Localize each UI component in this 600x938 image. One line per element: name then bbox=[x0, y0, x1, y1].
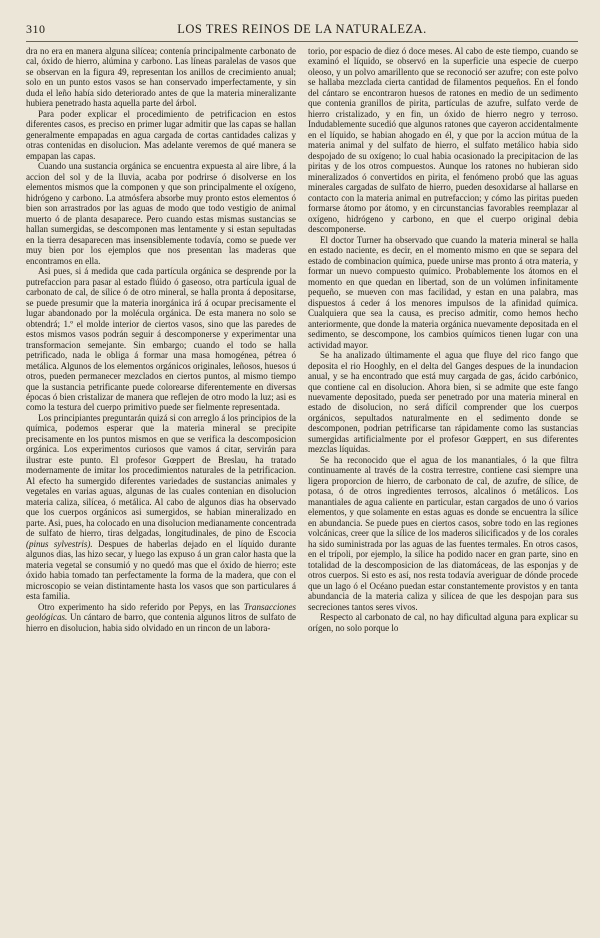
paragraph: torio, por espacio de diez ó doce meses. Al cabo de este tiempo, cuando se examinó el líquido, se observó en la superficie una especie de cuerpo oleoso, y un polvo amarillento que se reconoció ser azufre; con este polvo se hallaba mezclada cierta cantidad de filamentos pequeños. En el fondo del cántaro se encontraron huesos de ratones en medio de un sedimento que contenia granillos de pirita, partículas de azufre, sulfato verde de hierro cristalizado, y en fin, un óxido de hierro negro y terroso. Indudablemente sucedió que algunos ratones que cayeron accidentalmente en el líquido, se habian ahogado en él, y que por la accion mútua de la materia animal y del sulfato de hierro, el sulfato metálico habia sido despojado de su oxígeno; lo cual habia ocasionado la precipitacion de las piritas y de los otros compuestos. Aunque los ratones no hubieran sido mineralizados ó convertidos en pirita, el fenómeno probó que las aguas minerales cargadas de sulfato de hierro, pueden desoxidarse al hallarse en contacto con la materia animal en putrefaccion; y cómo las piritas pueden formarse átomo por átomo, y en circunstancias favorables reemplazar al oxígeno, hidrógeno y carbono, en que el cuerpo original debia descomponerse. bbox=[308, 46, 578, 235]
paragraph: Respecto al carbonato de cal, no hay dificultad alguna para explicar su orígen, no solo porque lo bbox=[308, 612, 578, 633]
paragraph-text: Los principiantes preguntarán quizá si con arreglo á los principios de la química, podemos esperar que la materia mineral se precipite precisamente en los puntos mismos en que se verifica la descomposicion orgánica. Los experimentos curiosos que vamos á citar, servirán para ilustrar este punto. El profesor Gœppert de Breslau, ha tratado modernamente de imitar los procedimientos naturales de la petrificacion. Al efecto ha sumergido diferentes variedades de sustancias animales y vegetales en varias aguas, algunas de las cuales contenian en disolucion materia caliza, silícea, ó metálica. Al cabo de algunos dias ha observado que los cuerpos orgánicos asi sumergidos, se habian mineralizado en parte. Asi, pues, ha colocado en una disolucion medianamente concentrada de sulfato de hierro, tiras delgadas, longitudinales, de pino de Escocia bbox=[26, 412, 296, 539]
paragraph-text: Despues de haberlas dejado en el líquido durante algunos dias, las hizo secar, y luego las expuso á un gran calor hasta que la materia vegetal se consumió y no quedó mas que el óxido de hierro; este óxido habia tomado tan perfectamente la forma de la madera, que con el microscopio se veian distintamente hasta los vasos que son particulares á esta familia. bbox=[26, 538, 296, 602]
running-header bbox=[26, 22, 578, 42]
left-column bbox=[26, 46, 296, 936]
paragraph-text: Otro experimento ha sido referido por Pepys, en las bbox=[38, 601, 240, 612]
paragraph: Se ha analizado últimamente el agua que fluye del rico fango que deposita el rio Hooghly, en el delta del Ganges despues de la inundacion anual, y se ha encontrado que está muy cargada de gas, ácido carbónico, que contiene cal en disolucion. Ahora bien, si se admite que este fango nuevamente depositado, pueda ser penetrado por una materia mineral en estado de disolucion, no será difícil comprender que los cuerpos orgánicos, sepultados naturalmente en el sedimento donde se descomponen, podrian petrificarse tan rápidamente como las sustancias sumergidas artificialmente por el profesor Gœppert, en sus diferentes mezclas líquidas. bbox=[308, 350, 578, 455]
paragraph: Asi pues, si á medida que cada partícula orgánica se desprende por la putrefaccion para pasar al estado flúido ó gaseoso, otra partícula igual de carbonato de cal, de sílice ó de otro mineral, se halla pronta á depositarse, se puede presumir que la materia inorgánica irá á ocupar precisamente el lugar abandonado por la molécula orgánica. De esta manera no solo se obtendrá; 1.º el molde interior de ciertos vasos, sino que las paredes de estos mismos vasos podrán seguir á descomponerse y experimentar una transformacion semejante. Sin embargo; cuando el todo se halla petrificado, nada le obliga á formar una masa homogénea, pétrea ó metálica. Algunos de los elementos orgánicos originales, leñosos, huesos ú otros, pueden permanecer mezclados en ciertos puntos, al mismo tiempo que la sustancia petrificante puede colorearse diferentemente en diversas épocas ó bien cristalizar de manera que reflejen de otro modo la luz; asi es como la testura del cuerpo primitivo puede ser fielmente representada. bbox=[26, 266, 296, 413]
paragraph: Cuando una sustancia orgánica se encuentra expuesta al aire libre, á la accion del sol y de la lluvia, acaba por podrirse ó disolverse en los elementos mismos que la componen y que son principalmente el oxígeno, hidrógeno y carbono. La atmósfera absorbe muy pronto estos elementos ó bien son arrastrados por las aguas de modo que todo vestigio de animal muerto ó de planta desaparece. Pero cuando estas mismas sustancias se hallan sumergidas, se descomponen mas lentamente y si estan sepultadas en la tierra desaparecen mas insensiblemente todavía, como se puede ver muy bien por los ejemplos que nos presentan las maderas que encontramos en ella. bbox=[26, 161, 296, 266]
paragraph bbox=[26, 413, 296, 602]
paragraph: Se ha reconocido que el agua de los manantiales, ó la que filtra continuamente al través de la costra terrestre, contiene casi siempre una ligera proporcion de hierro, de carbonato de cal, de azufre, de sílice, de potasa, ó de otros ingredientes terrosos, alcalinos ó metálicos. Los manantiales de agua caliente en particular, estan cargados de uno ó varios elementos, y que solamente en estas aguas es donde se encuentra la sílice en abundancia. Se puede pues en ciertos casos, sobre todo en las regiones volcánicas, creer que la sílice de los maderos silicificados y de los corales ha sido suministrada por las aguas de las fuentes termales. En otros casos, en el trípoli, por ejemplo, la sílice ha podido nacer en gran parte, sino en totalidad de la descomposicion de las diatomáceas, de las esponjas y de otros cuerpos. Si esto es así, nos resta todavía averiguar de dónde procede que un lago ó el Océano puedan estar constantemente provistos y en tanta abundancia de la materia caliza y silícea de que les despojan para sus secreciones tantos seres vivos. bbox=[308, 454, 578, 612]
page-number: 310 bbox=[26, 22, 46, 36]
paragraph: dra no era en manera alguna silícea; contenía principalmente carbonato de cal, óxido de hierro, alúmina y carbono. Las líneas paralelas de vasos que se observan en la figura 49, representan los anillos de crecimiento anual; solo en un punto estos vasos se han conservado imperfectamente, y sin duda el leño había sido deteriorado antes de que la materia mineralizante hubiera penetrado hasta aquella parte del árbol. bbox=[26, 46, 296, 109]
text-columns bbox=[26, 46, 578, 936]
journal-title: Transacciones geológicas. bbox=[26, 601, 296, 623]
running-title: LOS TRES REINOS DE LA NATURALEZA. bbox=[177, 22, 427, 36]
paragraph-text: Un cántaro de barro, que contenia algunos litros de sulfato de hierro en disolucion, habia sido olvidado en un rincon de un labora- bbox=[26, 612, 296, 633]
paragraph: Para poder explicar el procedimiento de petrificacion en estos diferentes casos, es preciso en primer lugar admitir que las capas se hallan generalmente empapadas en agua cargada de cortas cantidades calizas y otras contenidas en disolucion. Mas adelante veremos de qué manera se empapan las capas. bbox=[26, 108, 296, 161]
species-name: (pinus sylvestris). bbox=[26, 538, 93, 549]
paragraph bbox=[26, 602, 296, 633]
right-column bbox=[308, 46, 578, 936]
paragraph: El doctor Turner ha observado que cuando la materia mineral se halla en estado naciente, es decir, en el momento mismo en que se separa del estado de combinacion química, puede unirse mas pronto á otra materia, y formar un nuevo compuesto químico. Probablemente los átomos en el momento en que quedan en libertad, son de un volúmen infinitamente pequeño, se mueven con mas facilidad, y estan en una palabra, mas dispuestos á ceder á los menores impulsos de la afinidad química. Cualquiera que sea la causa, es preciso admitir, como hemos hecho anteriormente, que donde la materia orgánica nuevamente depositada en el sedimento, se descompone, los cambios químicos tienen lugar con una actividad mayor. bbox=[308, 234, 578, 350]
